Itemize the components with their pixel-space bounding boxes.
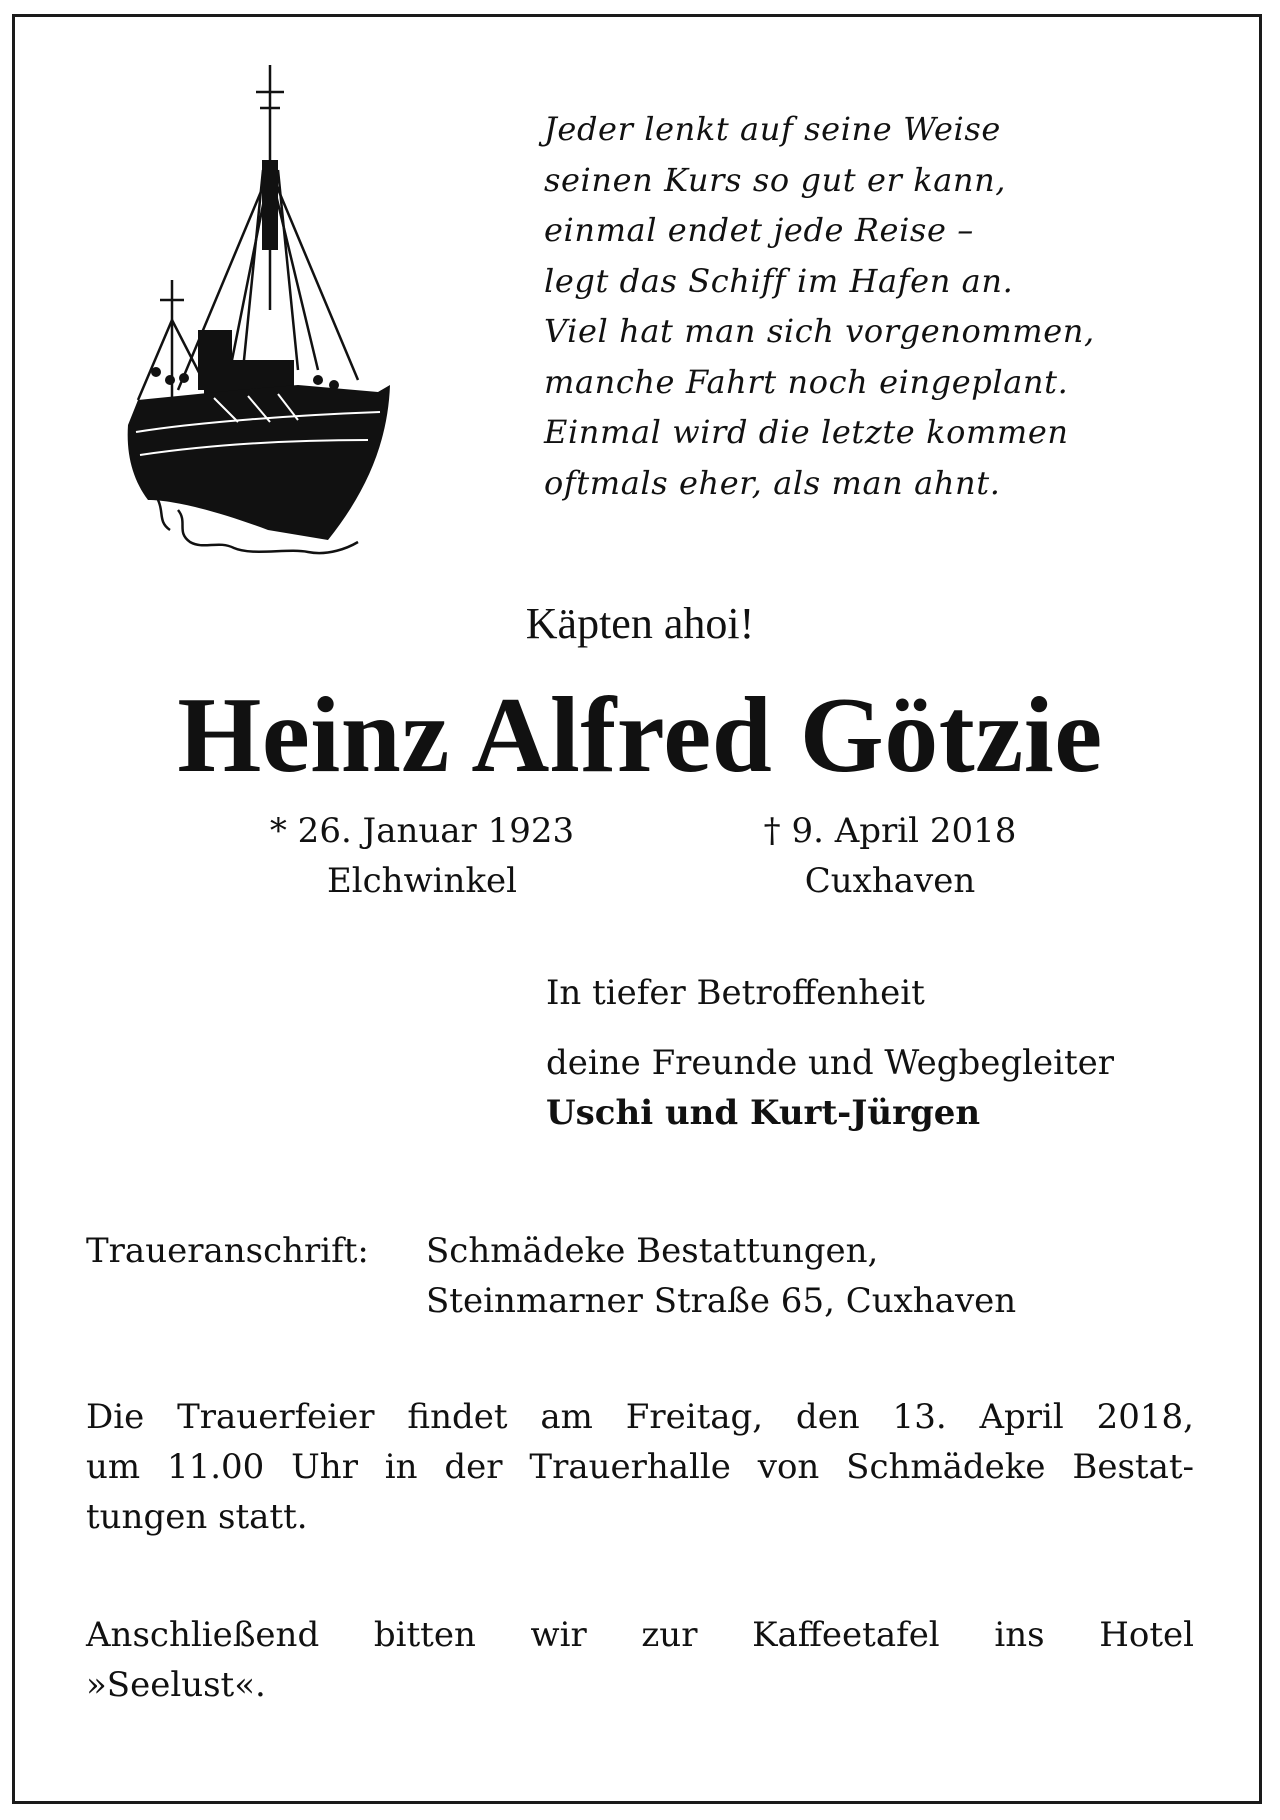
coffee-paragraph xyxy=(86,1610,1194,1710)
ceremony-paragraph xyxy=(86,1392,1194,1542)
poem-line: einmal endet jede Reise – xyxy=(544,211,974,249)
address-line-1: Schmädeke Bestattungen, xyxy=(426,1231,879,1271)
birth-date: * 26. Januar 1923 xyxy=(269,811,575,851)
poem-line: manche Fahrt noch eingeplant. xyxy=(544,362,1069,401)
death-date: † 9. April 2018 xyxy=(763,811,1017,851)
mourners-names: Uschi und Kurt-Jürgen xyxy=(546,1093,981,1133)
ceremony-line: Die Trauerfeier findet am Freitag, den 13. April 2018, xyxy=(86,1397,1194,1437)
ceremony-line: tungen statt. xyxy=(86,1497,308,1537)
poem-line: legt das Schiff im Hafen an. xyxy=(544,261,1014,300)
death-place: Cuxhaven xyxy=(804,861,976,901)
ship-illustration xyxy=(118,60,408,560)
poem-line: Viel hat man sich vorgenommen, xyxy=(544,312,1095,350)
mourners-block xyxy=(546,968,1266,1138)
ceremony-line: um 11.00 Uhr in der Trauerhalle von Schmädeke Bestat- xyxy=(86,1447,1194,1487)
poem-line: Jeder lenkt auf seine Weise xyxy=(544,110,1001,148)
mourners-group: deine Freunde und Wegbegleiter xyxy=(546,1043,1115,1083)
coffee-line: »Seelust«. xyxy=(86,1665,266,1705)
birth-info xyxy=(222,806,622,906)
birth-place: Elchwinkel xyxy=(326,861,518,901)
mourning-address xyxy=(86,1226,1016,1326)
poem-line: seinen Kurs so gut er kann, xyxy=(544,160,1007,199)
poem xyxy=(544,104,1244,508)
deceased-name: Heinz Alfred Götzie xyxy=(177,676,1103,795)
poem-line: oftmals eher, als man ahnt. xyxy=(544,463,1001,502)
mourners-intro: In tiefer Betroffenheit xyxy=(546,973,925,1013)
coffee-line: Anschließend bitten wir zur Kaffeetafel ins Hotel xyxy=(86,1615,1194,1655)
poem-line: Einmal wird die letzte kommen xyxy=(544,413,1069,451)
death-info xyxy=(690,806,1090,906)
address-line-2: Steinmarner Straße 65, Cuxhaven xyxy=(426,1281,1017,1321)
greeting: Käpten ahoi! xyxy=(525,599,755,648)
address-label: Traueranschrift: xyxy=(86,1231,369,1271)
